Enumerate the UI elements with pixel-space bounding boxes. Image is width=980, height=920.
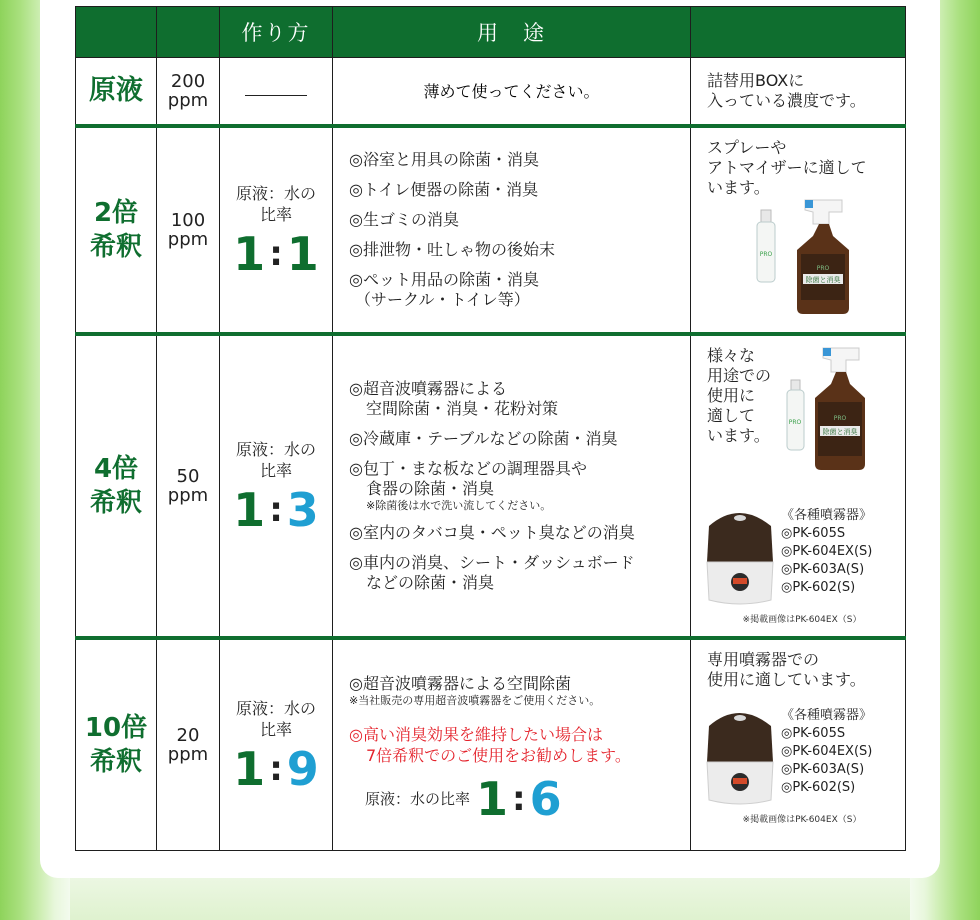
use-item: ◎トイレ便器の除菌・消臭 [349, 179, 539, 199]
ratio-colon: : [269, 489, 283, 530]
device-heading: 《各種噴霧器》 [781, 707, 873, 723]
device-heading: 《各種噴霧器》 [781, 507, 873, 523]
note-cell [691, 638, 906, 851]
use-item [349, 379, 682, 419]
use-main: ◎超音波噴霧器による [349, 378, 507, 398]
device-item: ◎PK-602(S) [781, 779, 856, 795]
dilution-line: 10倍 [84, 712, 148, 743]
table-row [76, 638, 906, 851]
ppm-unit: ppm [167, 228, 209, 250]
spray-bottles-image [783, 340, 903, 480]
ppm-number: 20 [176, 724, 200, 746]
use-item [349, 553, 682, 593]
use-cell [333, 334, 691, 638]
note-line: 適して [707, 405, 756, 425]
use-item: ◎生ゴミの消臭 [349, 209, 459, 229]
header-method: 作り方 [220, 7, 333, 58]
method-cell [220, 126, 333, 334]
ppm-value [157, 638, 220, 851]
recommendation-line: 7倍希釈でのご使用をお勧めします。 [366, 745, 631, 765]
note-line: います。 [707, 425, 770, 445]
atomizer-bottle-icon [787, 380, 804, 450]
ratio-colon: : [512, 778, 526, 819]
use-main: ◎室内のタバコ臭・ペット臭などの消臭 [349, 522, 635, 542]
ratio [220, 741, 332, 796]
ratio [220, 226, 332, 281]
dilution-line: 2倍 [93, 197, 139, 228]
dilution-label [76, 334, 157, 638]
note-line: アトマイザーに適して [707, 157, 867, 177]
note-line: 詰替用BOXに [707, 70, 805, 90]
note-cell [691, 126, 906, 334]
atomizer-brand-text: PRO [759, 250, 773, 258]
use-item [349, 459, 682, 513]
method-label: 比率 [259, 204, 292, 224]
device-caption: ※掲載画像はPK-604EX（S） [742, 614, 862, 625]
humidifier-icon [699, 496, 781, 608]
use-item: ◎浴室と用具の除菌・消臭 [349, 149, 539, 169]
humidifier-icon [699, 696, 781, 808]
note-line: います。 [707, 177, 770, 197]
use-cell: 薄めて使ってください。 [333, 58, 691, 126]
device-item: ◎PK-603A(S) [781, 761, 865, 777]
device-caption: ※掲載画像はPK-604EX（S） [742, 814, 862, 825]
ratio [220, 482, 332, 537]
device-item: ◎PK-605S [781, 725, 846, 741]
dilution-label [76, 638, 157, 851]
humidifier-block [699, 696, 897, 808]
method-label: 原液：水の [235, 183, 316, 203]
use-recommendation [349, 724, 682, 766]
use-item: ◎排泄物・吐しゃ物の後始末 [349, 239, 555, 259]
dilution-line: 希釈 [89, 746, 142, 777]
dilution-line: 希釈 [89, 231, 142, 262]
device-item: ◎PK-605S [781, 525, 846, 541]
spray-bottle-icon [815, 348, 865, 470]
method-cell [220, 334, 333, 638]
spray-bottle-icon [797, 200, 849, 314]
dilution-line: 4倍 [93, 453, 139, 484]
ratio-colon: : [269, 233, 283, 274]
use-main: ◎冷蔵庫・テーブルなどの除菌・消臭 [349, 428, 618, 448]
ratio-right: 1 [286, 226, 319, 281]
ratio-right: 9 [286, 741, 319, 796]
note-line: 専用噴霧器での [707, 649, 820, 669]
use-note: ※除菌後は水で洗い流してください。 [366, 498, 552, 512]
mini-ratio-label: 原液：水の比率 [365, 789, 471, 808]
use-main: ◎超音波噴霧器による空間除菌 [349, 673, 571, 693]
ratio-left: 1 [476, 771, 509, 826]
device-item: ◎PK-603A(S) [781, 561, 865, 577]
note-line: 使用に [707, 385, 756, 405]
note-line: 入っている濃度です。 [707, 90, 866, 110]
recommendation-line: ◎高い消臭効果を維持したい場合は [349, 724, 603, 744]
note-cell [691, 58, 906, 126]
device-list [781, 707, 872, 797]
use-item [349, 523, 682, 543]
header-usage: 用 途 [333, 7, 691, 58]
use-item [349, 429, 682, 449]
ppm-unit: ppm [167, 743, 209, 765]
dash-line [245, 95, 307, 96]
use-item: ◎ペット用品の除菌・消臭 [349, 269, 539, 289]
header-cell-blank-1 [76, 7, 157, 58]
note-line: 使用に適しています。 [707, 669, 866, 689]
spray-brand-text: PRO [833, 414, 847, 422]
spray-label-text: 除菌と消臭 [822, 427, 858, 436]
ratio-right: 6 [529, 771, 562, 826]
table-row [76, 334, 906, 638]
use-main: ◎包丁・まな板などの調理器具や [349, 458, 587, 478]
header-row [76, 7, 906, 58]
ppm-value [157, 58, 220, 126]
ppm-value [157, 334, 220, 638]
dilution-label: 原液 [76, 58, 157, 126]
dilution-line: 希釈 [89, 487, 142, 518]
use-sub: 食器の除菌・消臭 [366, 478, 495, 498]
atomizer-brand-text: PRO [788, 418, 802, 426]
dilution-table [75, 6, 906, 851]
mini-ratio [476, 771, 562, 826]
ratio-left: 1 [233, 482, 266, 537]
use-main: ◎車内の消臭、シート・ダッシュボード [349, 552, 635, 572]
spray-label-text: 除菌と消臭 [805, 275, 841, 284]
header-cell-blank-2 [157, 7, 220, 58]
dilution-label [76, 126, 157, 334]
use-sub: などの除菌・消臭 [366, 572, 495, 592]
ratio-left: 1 [233, 226, 266, 281]
method-label: 比率 [259, 719, 292, 739]
ppm-number: 50 [176, 465, 200, 487]
note-line: 用途での [707, 365, 772, 385]
method-label: 比率 [259, 460, 292, 480]
ppm-unit: ppm [167, 484, 209, 506]
ppm-number: 100 [170, 209, 206, 231]
method-cell [220, 638, 333, 851]
use-cell [333, 126, 691, 334]
atomizer-bottle-icon [757, 210, 775, 282]
use-note: ※当社販売の専用超音波噴霧器をご使用ください。 [349, 693, 601, 707]
use-sub-text: （サークル・トイレ等） [355, 289, 530, 309]
method-label: 原液：水の [235, 698, 316, 718]
table-row [76, 58, 906, 126]
spray-bottles-image [747, 190, 947, 318]
ratio-left: 1 [233, 741, 266, 796]
note-top [707, 346, 897, 496]
table-row [76, 126, 906, 334]
note-line: 様々な [707, 345, 756, 365]
device-item: ◎PK-604EX(S) [781, 543, 873, 559]
ppm-value [157, 126, 220, 334]
spray-brand-text: PRO [816, 264, 830, 272]
ratio-right: 3 [286, 482, 319, 537]
ppm-text: 200 ppm [167, 70, 209, 111]
method-label: 原液：水の [235, 439, 316, 459]
humidifier-block [699, 496, 897, 608]
method-cell [220, 58, 333, 126]
ratio-colon: : [269, 748, 283, 789]
device-item: ◎PK-604EX(S) [781, 743, 873, 759]
use-sub: 空間除菌・消臭・花粉対策 [366, 398, 559, 418]
device-list [781, 507, 872, 597]
use-item-sub [349, 290, 682, 310]
note-cell [691, 334, 906, 638]
header-cell-blank-3 [691, 7, 906, 58]
note-line: スプレーや [707, 137, 787, 157]
mini-ratio-row [349, 771, 682, 826]
device-item: ◎PK-602(S) [781, 579, 856, 595]
use-cell [333, 638, 691, 851]
